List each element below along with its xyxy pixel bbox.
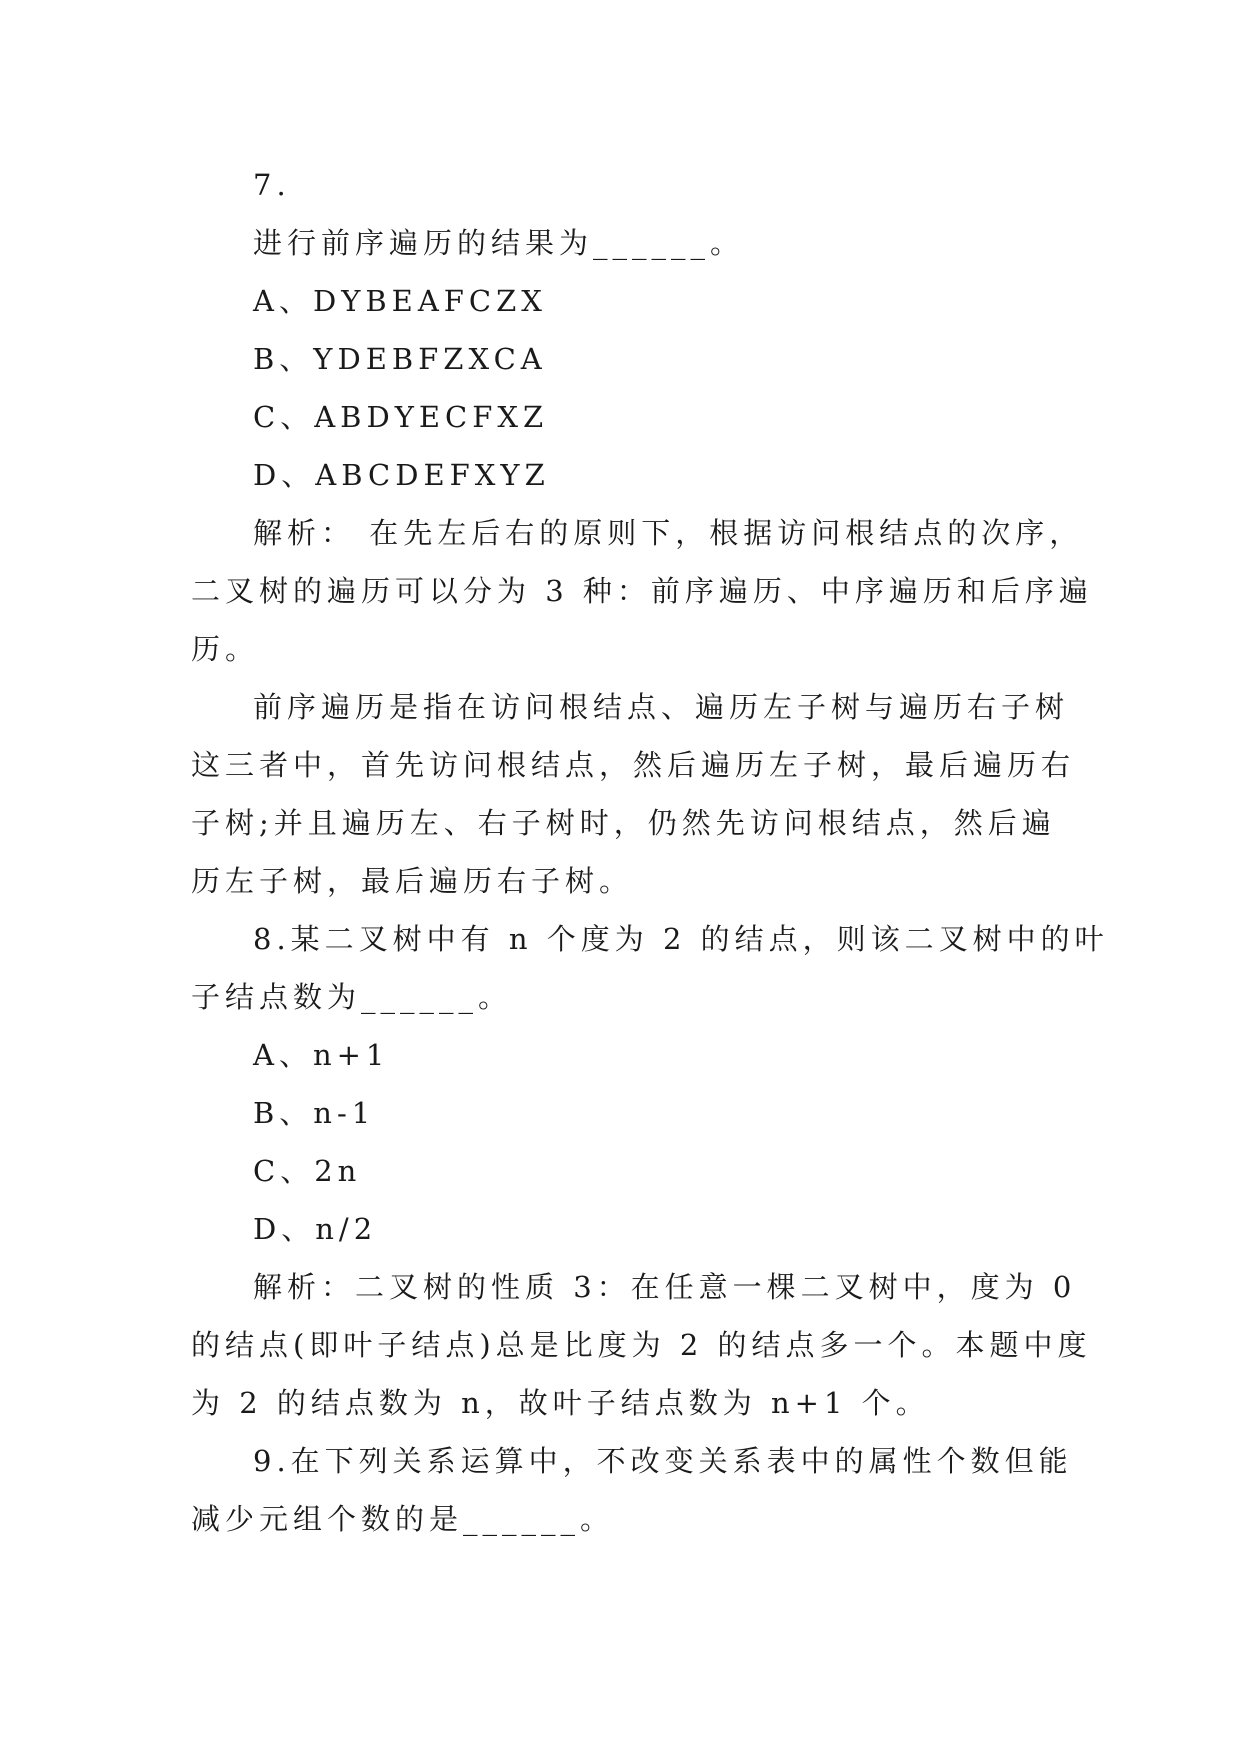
q9-stem-line: 减少元组个数的是______。 [191,1502,615,1536]
q8-stem-line: 8.某二叉树中有 n 个度为 2 的结点，则该二叉树中的叶 [253,922,1109,956]
q7-option-a: A、DYBEAFCZX [253,284,547,318]
q8-analysis-line: 解析：二叉树的性质 3：在任意一棵二叉树中，度为 0 [253,1270,1077,1304]
q8-option-d: D、n/2 [253,1212,378,1246]
q8-analysis-line: 的结点(即叶子结点)总是比度为 2 的结点多一个。本题中度 [191,1328,1092,1362]
q7-detail-line: 历左子树，最后遍历右子树。 [191,864,634,898]
q8-analysis-line: 为 2 的结点数为 n，故叶子结点数为 n+1 个。 [191,1386,930,1420]
q8-option-b: B、n-1 [253,1096,376,1130]
q9-stem-line: 9.在下列关系运算中，不改变关系表中的属性个数但能 [253,1444,1073,1478]
q8-option-a: A、n+1 [253,1038,390,1072]
q7-analysis-line: 解析： 在先左后右的原则下，根据访问根结点的次序， [253,516,1084,550]
q7-detail-line: 子树;并且遍历左、右子树时，仍然先访问根结点，然后遍 [191,806,1056,840]
q8-stem-line: 子结点数为______。 [191,980,513,1014]
q7-analysis-line: 历。 [191,632,260,666]
q7-option-d: D、ABCDEFXYZ [253,458,550,492]
q7-detail-line: 这三者中，首先访问根结点，然后遍历左子树，最后遍历右 [191,748,1076,782]
q7-number: 7. [253,168,291,202]
q7-stem: 进行前序遍历的结果为______。 [253,226,745,260]
q8-option-c: C、2n [253,1154,362,1188]
q7-detail-line: 前序遍历是指在访问根结点、遍历左子树与遍历右子树 [253,690,1070,724]
q7-analysis-line: 二叉树的遍历可以分为 3 种：前序遍历、中序遍历和后序遍 [191,574,1093,608]
q7-option-b: B、YDEBFZXCA [253,342,547,376]
q7-option-c: C、ABDYECFXZ [253,400,549,434]
